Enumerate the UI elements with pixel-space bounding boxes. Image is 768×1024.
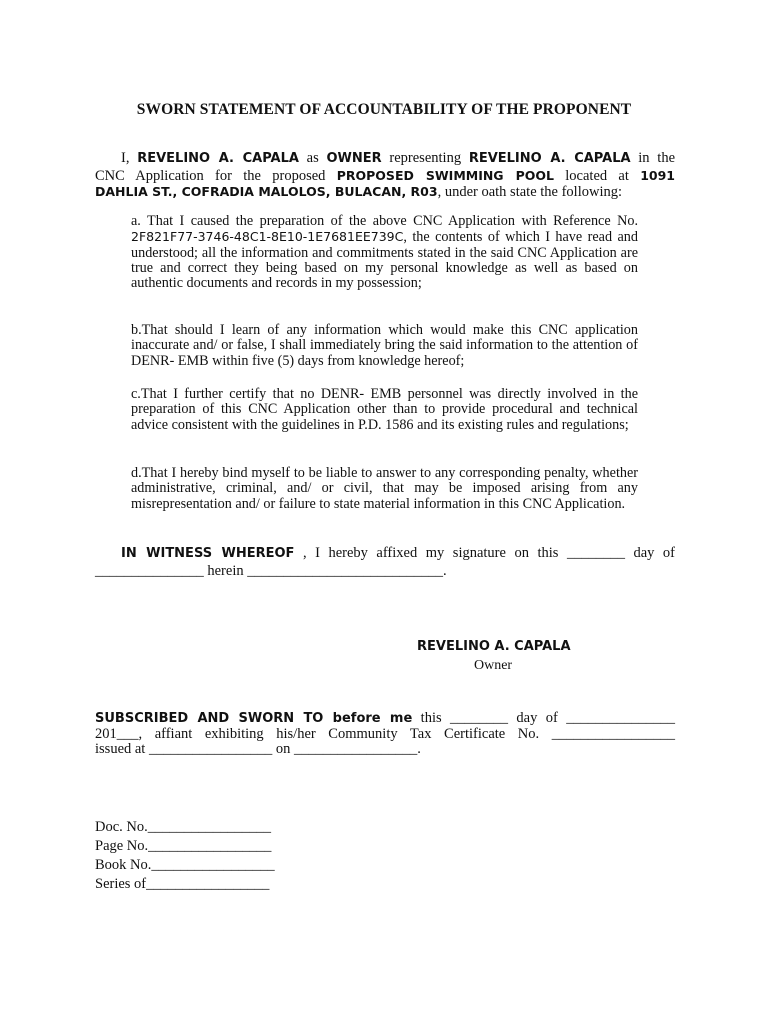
signatory-role: Owner <box>474 658 513 673</box>
project-name: PROPOSED SWIMMING POOL <box>336 167 554 183</box>
witness-heading: IN WITNESS WHEREOF <box>121 546 295 561</box>
witness-paragraph <box>95 545 675 579</box>
intro-text-3: representing <box>389 150 462 166</box>
notarial-entries <box>95 818 275 894</box>
intro-text-4: in the <box>638 150 676 166</box>
document-title: SWORN STATEMENT OF ACCOUNTABILITY OF THE PROPONENT <box>136 101 632 118</box>
reference-number: 2F821F77-3746-48C1-8E10-1E7681EE739C <box>131 229 404 245</box>
intro-text-6: located at <box>565 167 629 184</box>
clause-c: c.That I further certify that no DENR- EMB personnel was directly involved in the preparation of this CNC Application other than to provide procedural and technical advice consistent with the guidelines in P.D. 1586 and its existing rules and regulations; <box>131 386 638 433</box>
signatory-name: REVELINO A. CAPALA <box>417 639 571 654</box>
represented-name: REVELINO A. CAPALA <box>468 151 631 166</box>
intro-paragraph <box>95 150 675 201</box>
project-address: DAHLIA ST., COFRADIA MALOLOS, BULACAN, R03 <box>95 184 438 199</box>
page-number-line: Page No._________________ <box>95 838 272 854</box>
clause-a-text-post: , the contents of which I have read and understood; all the information and commitments stated in the said CNC Application are true and correct they being based on my personal knowledge as well as based on authentic documents and records in my possession; <box>131 229 638 292</box>
jurat-text-1: this ________ day of _______________ <box>420 710 675 726</box>
declarant-name: REVELINO A. CAPALA <box>137 151 299 166</box>
jurat-text-2: 201___, affiant exhibiting his/her Community Tax Certificate No. _________________ <box>95 725 675 742</box>
doc-number-line: Doc. No._________________ <box>95 819 272 835</box>
clause-a <box>131 214 638 291</box>
intro-text-5: CNC Application for the proposed <box>95 167 326 184</box>
jurat-heading: SUBSCRIBED AND SWORN TO before me <box>95 711 413 726</box>
witness-text-2: _______________ herein ___________________________. <box>95 562 447 579</box>
clause-b: b.That should I learn of any information which would make this CNC application inaccurate and/ or false, I shall immediately bring the said information to the attention of DENR- EMB within five (5) days from knowledge hereof; <box>131 322 638 369</box>
intro-text-7: , under oath state the following: <box>437 184 623 200</box>
witness-text-1: , I hereby affixed my signature on this ________ day of <box>302 545 676 561</box>
clause-d: d.That I hereby bind myself to be liable to answer to any corresponding penalty, whether administrative, criminal, and/ or civil, that may be imposed arising from any misrepresentation and/ or failure to state material information in this CNC Application. <box>131 465 638 512</box>
declarant-role: OWNER <box>326 151 382 166</box>
jurat-paragraph <box>95 711 675 758</box>
clause-a-text-pre: a. That I caused the preparation of the above CNC Application with Reference No. <box>131 213 638 229</box>
series-line: Series of_________________ <box>95 876 270 892</box>
intro-text-1: I, <box>121 150 130 166</box>
address-number: 1091 <box>640 167 675 183</box>
jurat-text-3: issued at _________________ on _________________. <box>95 741 421 757</box>
book-number-line: Book No._________________ <box>95 857 275 873</box>
intro-text-2: as <box>306 150 319 166</box>
